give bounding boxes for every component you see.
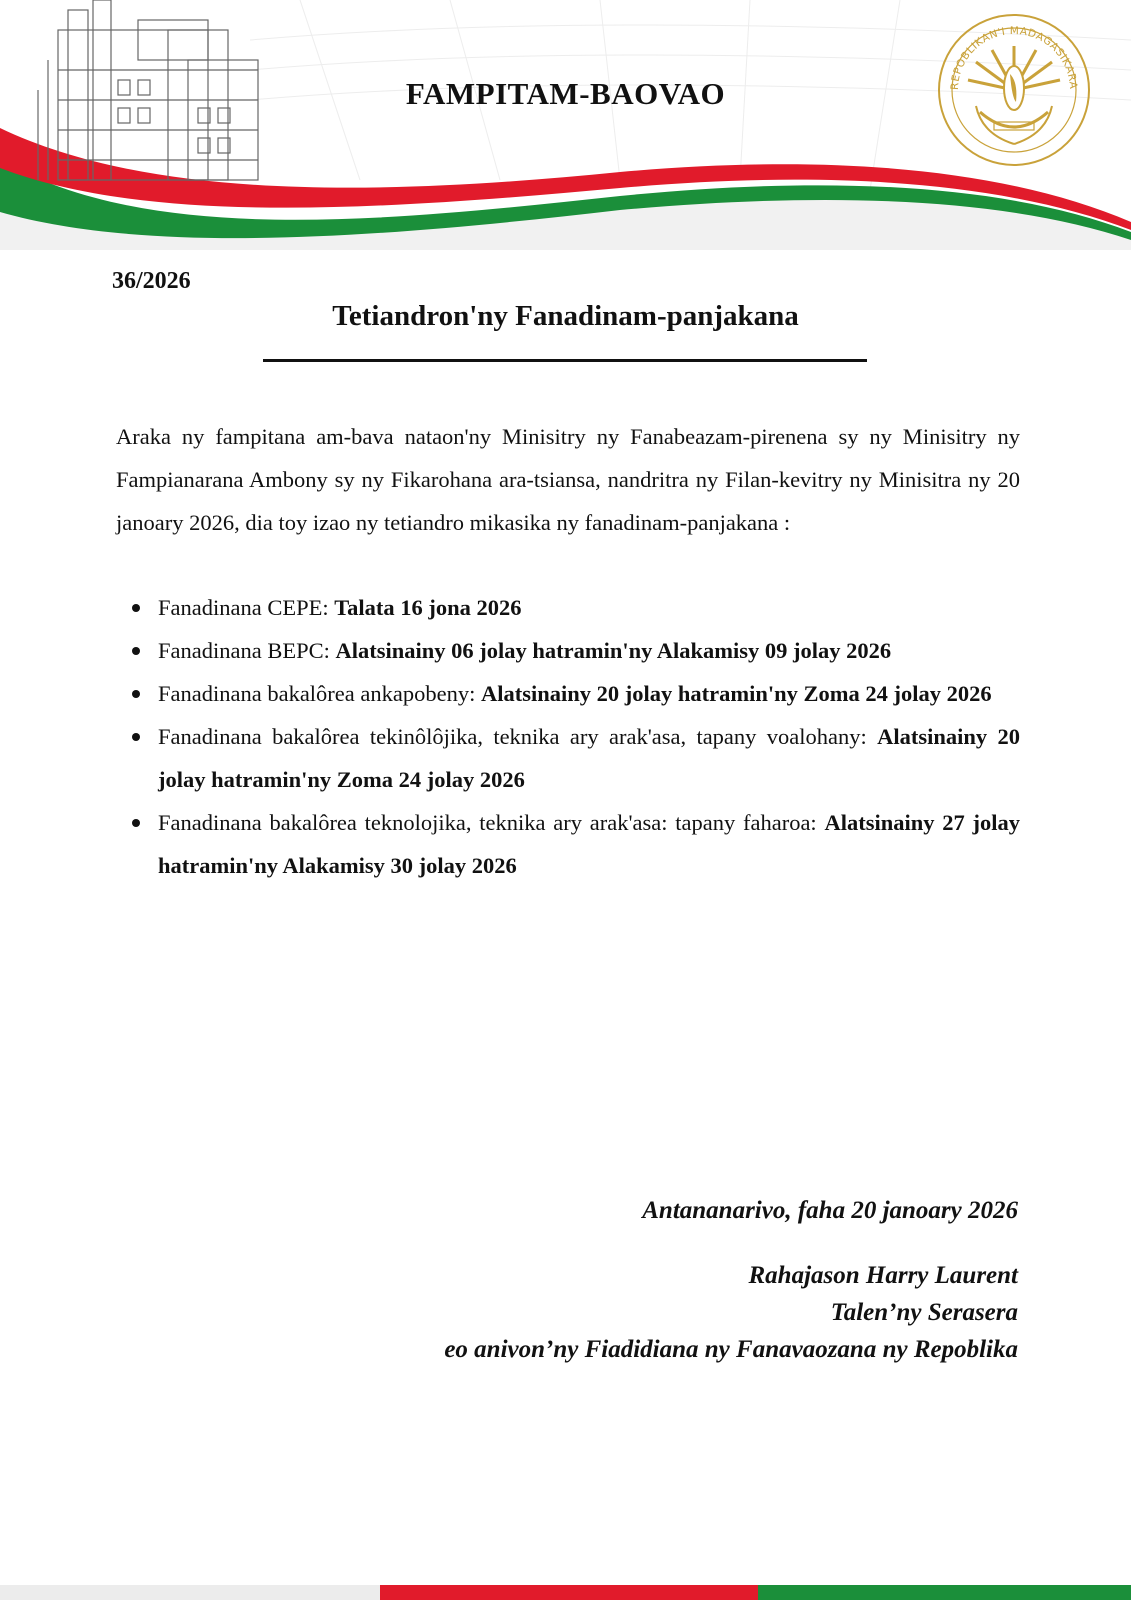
bullet-icon xyxy=(132,690,140,698)
list-item xyxy=(116,801,1020,887)
footer-red-segment xyxy=(380,1585,758,1600)
exam-label: Fanadinana BEPC: xyxy=(158,638,336,663)
signatory-name: Rahajason Harry Laurent xyxy=(748,1262,1018,1289)
exam-date: Alatsinainy 20 jolay hatramin'ny Zoma 24 jolay 2026 xyxy=(158,724,1020,792)
header-title: FAMPITAM-BAOVAO xyxy=(405,76,726,111)
document-number: 36/2026 xyxy=(112,268,191,294)
exam-label: Fanadinana CEPE: xyxy=(158,595,335,620)
place-date: Antananarivo, faha 20 janoary 2026 xyxy=(642,1197,1018,1224)
footer-tricolor-bar xyxy=(0,1585,1131,1600)
signatory-office: eo anivon’ny Fiadidiana ny Fanavaozana ny Repoblika xyxy=(444,1336,1018,1363)
exam-label: Fanadinana bakalôrea teknolojika, teknika ary arak'asa: tapany faharoa: xyxy=(158,810,825,835)
title-underline xyxy=(263,359,867,362)
exam-date: Alatsinainy 27 jolay hatramin'ny Alakamisy 30 jolay 2026 xyxy=(158,810,1020,878)
bullet-icon xyxy=(132,819,140,827)
signatory-role: Talen’ny Serasera xyxy=(830,1299,1018,1326)
footer-grey-segment xyxy=(0,1585,380,1600)
exam-label: Fanadinana bakalôrea ankapobeny: xyxy=(158,681,481,706)
footer-green-segment xyxy=(758,1585,1131,1600)
bullet-icon xyxy=(132,647,140,655)
list-item xyxy=(116,586,1020,629)
exam-label: Fanadinana bakalôrea tekinôlôjika, teknika ary arak'asa, tapany voalohany: xyxy=(158,724,878,749)
document-title: Tetiandron'ny Fanadinam-panjakana xyxy=(332,300,799,332)
exam-dates-list xyxy=(116,586,1020,887)
list-item xyxy=(116,629,1020,672)
signature-block xyxy=(318,1193,1018,1368)
list-item xyxy=(116,715,1020,801)
list-item xyxy=(116,672,1020,715)
exam-date: Alatsinainy 06 jolay hatramin'ny Alakamisy 09 jolay 2026 xyxy=(335,638,892,663)
exam-date: Alatsinainy 20 jolay hatramin'ny Zoma 24 jolay 2026 xyxy=(481,681,992,706)
intro-paragraph: Araka ny fampitana am-bava nataon'ny Minisitry ny Fanabeazam-pirenena sy ny Minisitry ny Fampianarana Ambony sy ny Fikarohana ara-tsiansa, nandritra ny Filan-kevitry ny Minisitra ny 20 janoary 2026, dia toy izao ny tetiandro mikasika ny fanadinam-panjakana : xyxy=(116,424,1020,535)
bullet-icon xyxy=(132,733,140,741)
exam-date: Talata 16 jona 2026 xyxy=(334,595,522,620)
seal-text: REPOBLIKAN'I MADAGASIKARA xyxy=(948,24,1080,91)
bullet-icon xyxy=(132,604,140,612)
